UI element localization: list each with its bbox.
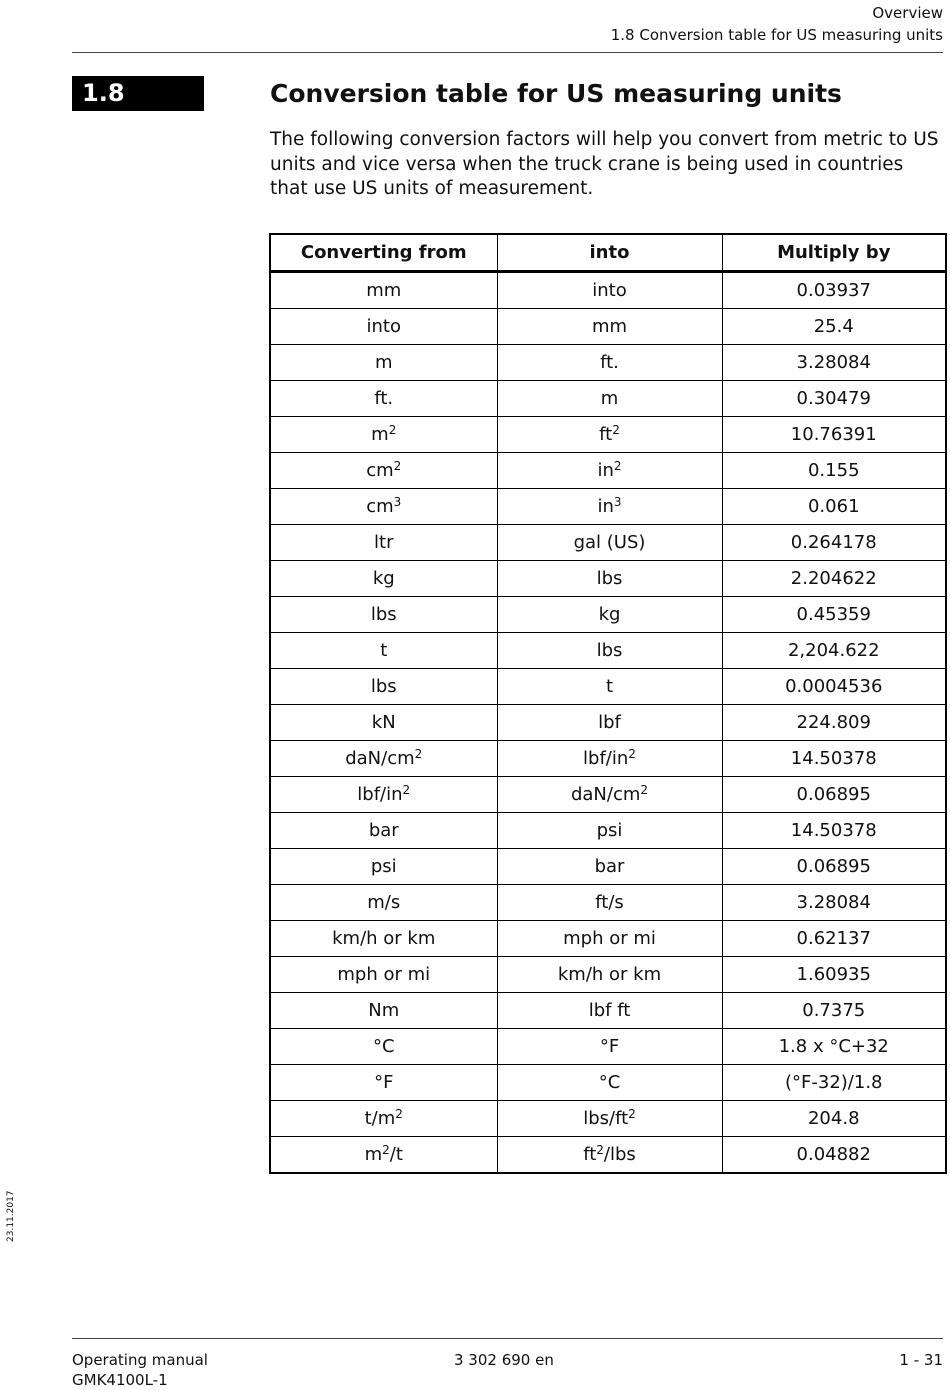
cell-from bbox=[270, 777, 497, 813]
cell-into bbox=[497, 777, 722, 813]
cell-into bbox=[497, 561, 722, 597]
unit-text: m bbox=[374, 352, 393, 373]
unit-text: lbf ft bbox=[588, 1000, 631, 1021]
cell-from bbox=[270, 1029, 497, 1065]
unit-exponent: 2 bbox=[395, 1107, 403, 1121]
cell-into bbox=[497, 921, 722, 957]
cell-from bbox=[270, 309, 497, 345]
unit-text: km/h or km bbox=[332, 928, 436, 949]
table-row bbox=[270, 453, 946, 489]
unit-text: psi bbox=[370, 856, 397, 877]
cell-from bbox=[270, 993, 497, 1029]
cell-factor: 14.50378 bbox=[722, 813, 946, 849]
unit-exponent: 2 bbox=[393, 459, 402, 473]
unit-text: t bbox=[605, 676, 614, 697]
unit-text: lbs/ft bbox=[583, 1108, 629, 1129]
table-row bbox=[270, 1065, 946, 1101]
unit-text: °F bbox=[599, 1036, 620, 1057]
table-row bbox=[270, 957, 946, 993]
footer-divider bbox=[72, 1338, 943, 1339]
cell-from bbox=[270, 1065, 497, 1101]
cell-factor: 0.06895 bbox=[722, 849, 946, 885]
cell-from bbox=[270, 272, 497, 309]
unit-exponent: 2 bbox=[628, 747, 636, 761]
unit-exponent: 2 bbox=[382, 1143, 390, 1157]
cell-factor: 0.264178 bbox=[722, 525, 946, 561]
unit-text: /lbs bbox=[603, 1144, 636, 1165]
cell-factor: 3.28084 bbox=[722, 345, 946, 381]
table-row bbox=[270, 669, 946, 705]
cell-into bbox=[497, 417, 722, 453]
header-section: 1.8 Conversion table for US measuring units bbox=[610, 26, 943, 44]
unit-text: mph or mi bbox=[563, 928, 656, 949]
table-row bbox=[270, 597, 946, 633]
unit-text: in bbox=[597, 460, 614, 481]
cell-into bbox=[497, 453, 722, 489]
cell-factor: 25.4 bbox=[722, 309, 946, 345]
column-header-factor: Multiply by bbox=[722, 234, 946, 272]
unit-exponent: 2 bbox=[402, 783, 411, 797]
cell-factor: 10.76391 bbox=[722, 417, 946, 453]
unit-text: ft. bbox=[600, 352, 619, 373]
unit-text: ft bbox=[599, 424, 613, 445]
cell-from bbox=[270, 633, 497, 669]
unit-text: lbs bbox=[596, 568, 623, 589]
table-row bbox=[270, 633, 946, 669]
cell-into bbox=[497, 345, 722, 381]
unit-text: km/h or km bbox=[557, 964, 662, 985]
cell-factor: 0.06895 bbox=[722, 777, 946, 813]
cell-factor: 2,204.622 bbox=[722, 633, 946, 669]
intro-paragraph: The following conversion factors will help you convert from metric to US units and vice versa when the truck crane is being used in countries that use US units of measurement. bbox=[270, 129, 939, 199]
cell-from bbox=[270, 561, 497, 597]
unit-exponent: 2 bbox=[612, 423, 620, 437]
table-row bbox=[270, 921, 946, 957]
table-row bbox=[270, 417, 946, 453]
unit-text: gal (US) bbox=[573, 532, 646, 553]
unit-text: bar bbox=[368, 820, 399, 841]
cell-from bbox=[270, 1137, 497, 1174]
table-row bbox=[270, 885, 946, 921]
table-row bbox=[270, 272, 946, 309]
footer-manual: Operating manual bbox=[72, 1351, 208, 1369]
table-row bbox=[270, 993, 946, 1029]
unit-text: kN bbox=[371, 712, 396, 733]
table-row bbox=[270, 1029, 946, 1065]
cell-from bbox=[270, 453, 497, 489]
table-header-row bbox=[270, 234, 946, 272]
unit-exponent: 3 bbox=[613, 495, 622, 509]
cell-from bbox=[270, 345, 497, 381]
cell-into bbox=[497, 993, 722, 1029]
cell-into bbox=[497, 525, 722, 561]
unit-text: in bbox=[597, 496, 614, 517]
cell-from bbox=[270, 813, 497, 849]
unit-exponent: 2 bbox=[640, 783, 649, 797]
table-row bbox=[270, 345, 946, 381]
cell-factor: 224.809 bbox=[722, 705, 946, 741]
cell-from bbox=[270, 597, 497, 633]
cell-into bbox=[497, 272, 722, 309]
unit-text: /t bbox=[389, 1144, 403, 1165]
unit-text: Nm bbox=[368, 1000, 400, 1021]
cell-factor: 1.8 x °C+32 bbox=[722, 1029, 946, 1065]
unit-text: ft. bbox=[374, 388, 394, 409]
page-title: Conversion table for US measuring units bbox=[270, 79, 842, 108]
cell-from bbox=[270, 885, 497, 921]
unit-text: bar bbox=[594, 856, 625, 877]
unit-text: ft bbox=[583, 1144, 597, 1165]
table-row bbox=[270, 1101, 946, 1137]
cell-from bbox=[270, 957, 497, 993]
cell-factor: 0.061 bbox=[722, 489, 946, 525]
unit-text: lbs bbox=[370, 676, 397, 697]
unit-text: cm bbox=[366, 496, 394, 517]
cell-into bbox=[497, 957, 722, 993]
cell-from bbox=[270, 417, 497, 453]
cell-into bbox=[497, 1101, 722, 1137]
column-header-from: Converting from bbox=[270, 234, 497, 272]
unit-text: °C bbox=[372, 1036, 395, 1057]
footer-left bbox=[72, 1350, 208, 1390]
table-row bbox=[270, 489, 946, 525]
unit-text: mph or mi bbox=[337, 964, 431, 985]
cell-factor: 1.60935 bbox=[722, 957, 946, 993]
unit-exponent: 2 bbox=[596, 1143, 604, 1157]
unit-text: psi bbox=[596, 820, 623, 841]
cell-factor: 0.04882 bbox=[722, 1137, 946, 1174]
unit-text: m bbox=[371, 424, 389, 445]
cell-into bbox=[497, 813, 722, 849]
page-number: 1 - 31 bbox=[899, 1351, 943, 1369]
cell-into bbox=[497, 885, 722, 921]
table-row bbox=[270, 777, 946, 813]
cell-factor: 0.155 bbox=[722, 453, 946, 489]
cell-into bbox=[497, 381, 722, 417]
cell-into bbox=[497, 669, 722, 705]
cell-from bbox=[270, 921, 497, 957]
unit-text: kg bbox=[598, 604, 621, 625]
cell-from bbox=[270, 381, 497, 417]
cell-factor: 0.0004536 bbox=[722, 669, 946, 705]
table-row bbox=[270, 525, 946, 561]
cell-from bbox=[270, 741, 497, 777]
unit-text: lbf/in bbox=[583, 748, 629, 769]
unit-text: °C bbox=[598, 1072, 621, 1093]
running-header bbox=[611, 2, 943, 46]
cell-factor: 204.8 bbox=[722, 1101, 946, 1137]
cell-into bbox=[497, 597, 722, 633]
table-row bbox=[270, 813, 946, 849]
unit-text: m bbox=[364, 1144, 383, 1165]
unit-text: daN/cm bbox=[570, 784, 641, 805]
cell-factor: 14.50378 bbox=[722, 741, 946, 777]
cell-into bbox=[497, 849, 722, 885]
unit-exponent: 2 bbox=[628, 1107, 636, 1121]
cell-from bbox=[270, 849, 497, 885]
table-row bbox=[270, 381, 946, 417]
table-row bbox=[270, 561, 946, 597]
unit-text: mm bbox=[366, 280, 402, 301]
cell-factor: 3.28084 bbox=[722, 885, 946, 921]
table-row bbox=[270, 705, 946, 741]
unit-text: kg bbox=[372, 568, 395, 589]
unit-text: into bbox=[366, 316, 401, 337]
table-row bbox=[270, 1137, 946, 1174]
cell-into bbox=[497, 1065, 722, 1101]
column-header-into: into bbox=[497, 234, 722, 272]
cell-into bbox=[497, 1029, 722, 1065]
cell-factor: 0.62137 bbox=[722, 921, 946, 957]
cell-factor: 0.7375 bbox=[722, 993, 946, 1029]
cell-into bbox=[497, 741, 722, 777]
unit-text: mm bbox=[591, 316, 628, 337]
unit-exponent: 2 bbox=[388, 423, 397, 437]
cell-into bbox=[497, 309, 722, 345]
unit-text: into bbox=[592, 280, 627, 301]
unit-text: lbf bbox=[598, 712, 621, 733]
unit-text: °F bbox=[374, 1072, 394, 1093]
cell-factor: 0.45359 bbox=[722, 597, 946, 633]
header-divider bbox=[72, 52, 943, 53]
table-body bbox=[270, 272, 946, 1174]
side-date: 23.11.2017 bbox=[6, 1190, 16, 1242]
cell-factor: 2.204622 bbox=[722, 561, 946, 597]
header-chapter: Overview bbox=[872, 4, 943, 22]
cell-factor: 0.03937 bbox=[722, 272, 946, 309]
cell-into bbox=[497, 1137, 722, 1174]
unit-text: m bbox=[600, 388, 619, 409]
unit-text: cm bbox=[366, 460, 394, 481]
cell-from bbox=[270, 705, 497, 741]
cell-from bbox=[270, 1101, 497, 1137]
table-row bbox=[270, 741, 946, 777]
unit-text: daN/cm bbox=[345, 748, 415, 769]
cell-from bbox=[270, 489, 497, 525]
cell-from bbox=[270, 669, 497, 705]
unit-exponent: 2 bbox=[414, 747, 423, 761]
cell-into bbox=[497, 633, 722, 669]
unit-text: lbf/in bbox=[357, 784, 403, 805]
unit-text: ft/s bbox=[595, 892, 624, 913]
conversion-table bbox=[269, 233, 947, 1174]
unit-text: t/m bbox=[364, 1108, 396, 1129]
footer-doc-number: 3 302 690 en bbox=[454, 1351, 554, 1369]
unit-exponent: 3 bbox=[393, 495, 402, 509]
table-row bbox=[270, 309, 946, 345]
footer-model: GMK4100L-1 bbox=[72, 1371, 168, 1389]
cell-factor: (°F-32)/1.8 bbox=[722, 1065, 946, 1101]
cell-into bbox=[497, 489, 722, 525]
cell-into bbox=[497, 705, 722, 741]
unit-text: lbs bbox=[596, 640, 623, 661]
unit-exponent: 2 bbox=[613, 459, 622, 473]
cell-from bbox=[270, 525, 497, 561]
unit-text: t bbox=[380, 640, 388, 661]
section-number-badge: 1.8 bbox=[72, 76, 204, 111]
table-row bbox=[270, 849, 946, 885]
unit-text: lbs bbox=[370, 604, 397, 625]
unit-text: m/s bbox=[367, 892, 401, 913]
unit-text: ltr bbox=[374, 532, 394, 553]
cell-factor: 0.30479 bbox=[722, 381, 946, 417]
